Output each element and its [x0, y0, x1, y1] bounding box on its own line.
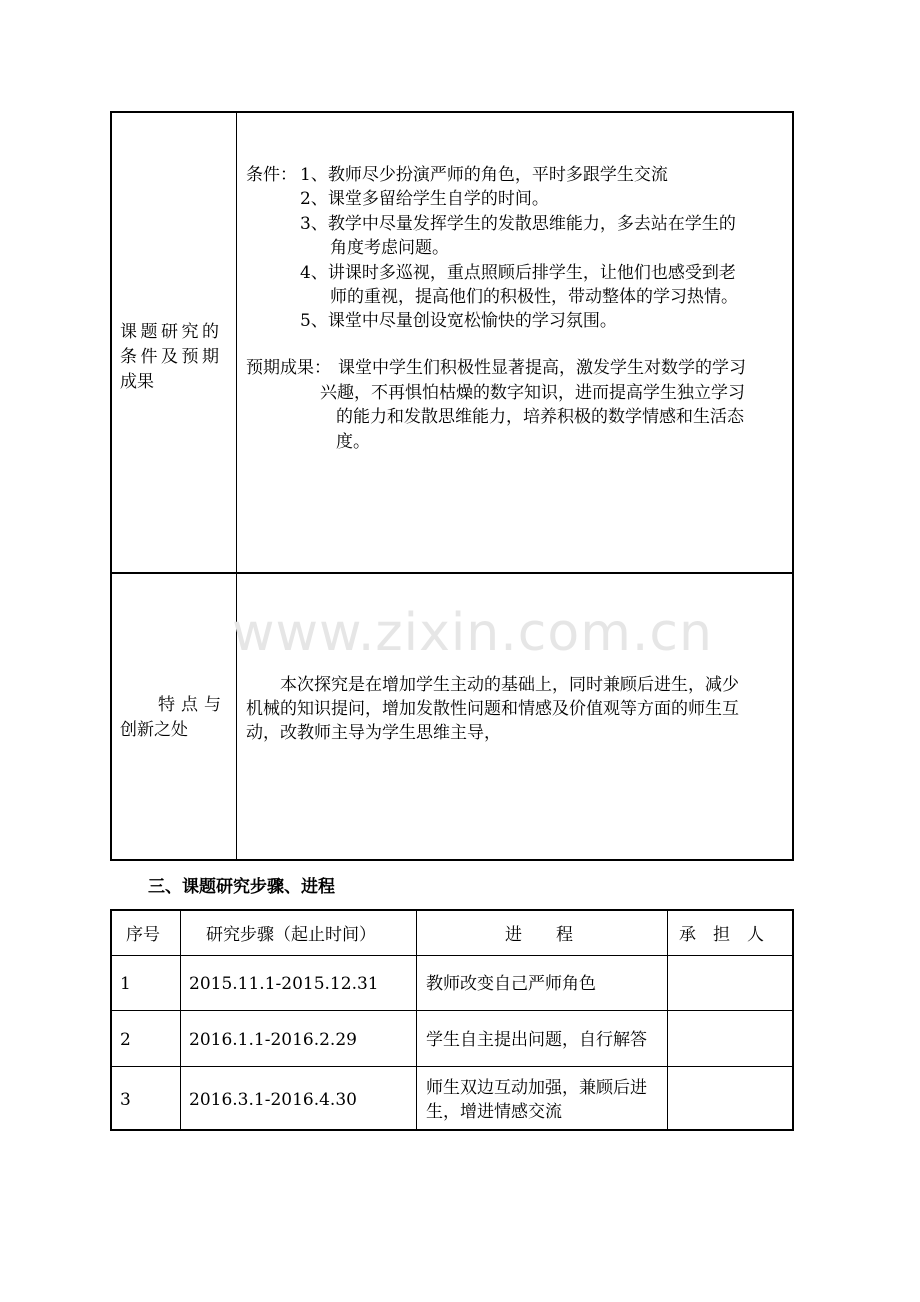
row-no: 3: [120, 1090, 131, 1110]
condition-item: 2、课堂多留给学生自学的时间。: [300, 189, 549, 209]
condition-item: 5、课堂中尽量创设宽松愉快的学习氛围。: [300, 311, 617, 331]
section-title: 三、课题研究步骤、进程: [148, 877, 335, 897]
outcome-line: 的能力和发散思维能力，培养积极的数学情感和生活态: [336, 407, 744, 427]
row-progress: 生，增进情感交流: [426, 1102, 562, 1122]
header-no: 序号: [126, 925, 160, 945]
innovation-line: 动，改教师主导为学生思维主导，: [246, 723, 501, 743]
condition-item-cont: 师的重视，提高他们的积极性，带动整体的学习热情。: [330, 287, 738, 307]
header-owner: 承 担 人: [679, 925, 764, 945]
row-period: 2016.1.1-2016.2.29: [189, 1030, 357, 1050]
condition-item: 1、教师尽少扮演严师的角色，平时多跟学生交流: [300, 165, 668, 185]
row-progress: 教师改变自己严师角色: [426, 974, 596, 994]
row-progress: 学生自主提出问题，自行解答: [426, 1030, 647, 1050]
row-no: 2: [120, 1030, 131, 1050]
row-period: 2016.3.1-2016.4.30: [189, 1090, 357, 1110]
header-progress: 进 程: [505, 925, 573, 945]
outcome-line: 课堂中学生们积极性显著提高，激发学生对数学的学习: [338, 358, 746, 378]
outcome-prefix: 预期成果：: [246, 358, 331, 378]
row-progress: 师生双边互动加强，兼顾后进: [426, 1078, 647, 1098]
row1-label-line: 成果: [120, 372, 154, 392]
row1-label-line: 课题研究的: [120, 322, 223, 342]
innovation-line: 本次探究是在增加学生主动的基础上，同时兼顾后进生，减少: [280, 675, 739, 695]
header-period: 研究步骤（起止时间）: [206, 925, 376, 945]
outcome-line: 度。: [336, 432, 370, 452]
row-period: 2015.11.1-2015.12.31: [189, 974, 379, 994]
row2-label-line: 创新之处: [120, 720, 188, 740]
row2-label-line: 特点与: [158, 695, 227, 715]
condition-item-cont: 角度考虑问题。: [330, 238, 449, 258]
condition-item: 4、讲课时多巡视，重点照顾后排学生，让他们也感受到老: [300, 263, 736, 283]
row1-label-line: 条件及预期: [120, 347, 223, 367]
innovation-line: 机械的知识提问，增加发散性问题和情感及价值观等方面的师生互: [246, 699, 739, 719]
row-no: 1: [120, 974, 131, 994]
conditions-prefix: 条件：: [246, 165, 297, 185]
condition-item: 3、教学中尽量发挥学生的发散思维能力，多去站在学生的: [300, 214, 736, 234]
outcome-line: 兴趣，不再惧怕枯燥的数字知识，进而提高学生独立学习: [320, 383, 745, 403]
watermark: www.zixin.com.cn: [232, 603, 713, 663]
